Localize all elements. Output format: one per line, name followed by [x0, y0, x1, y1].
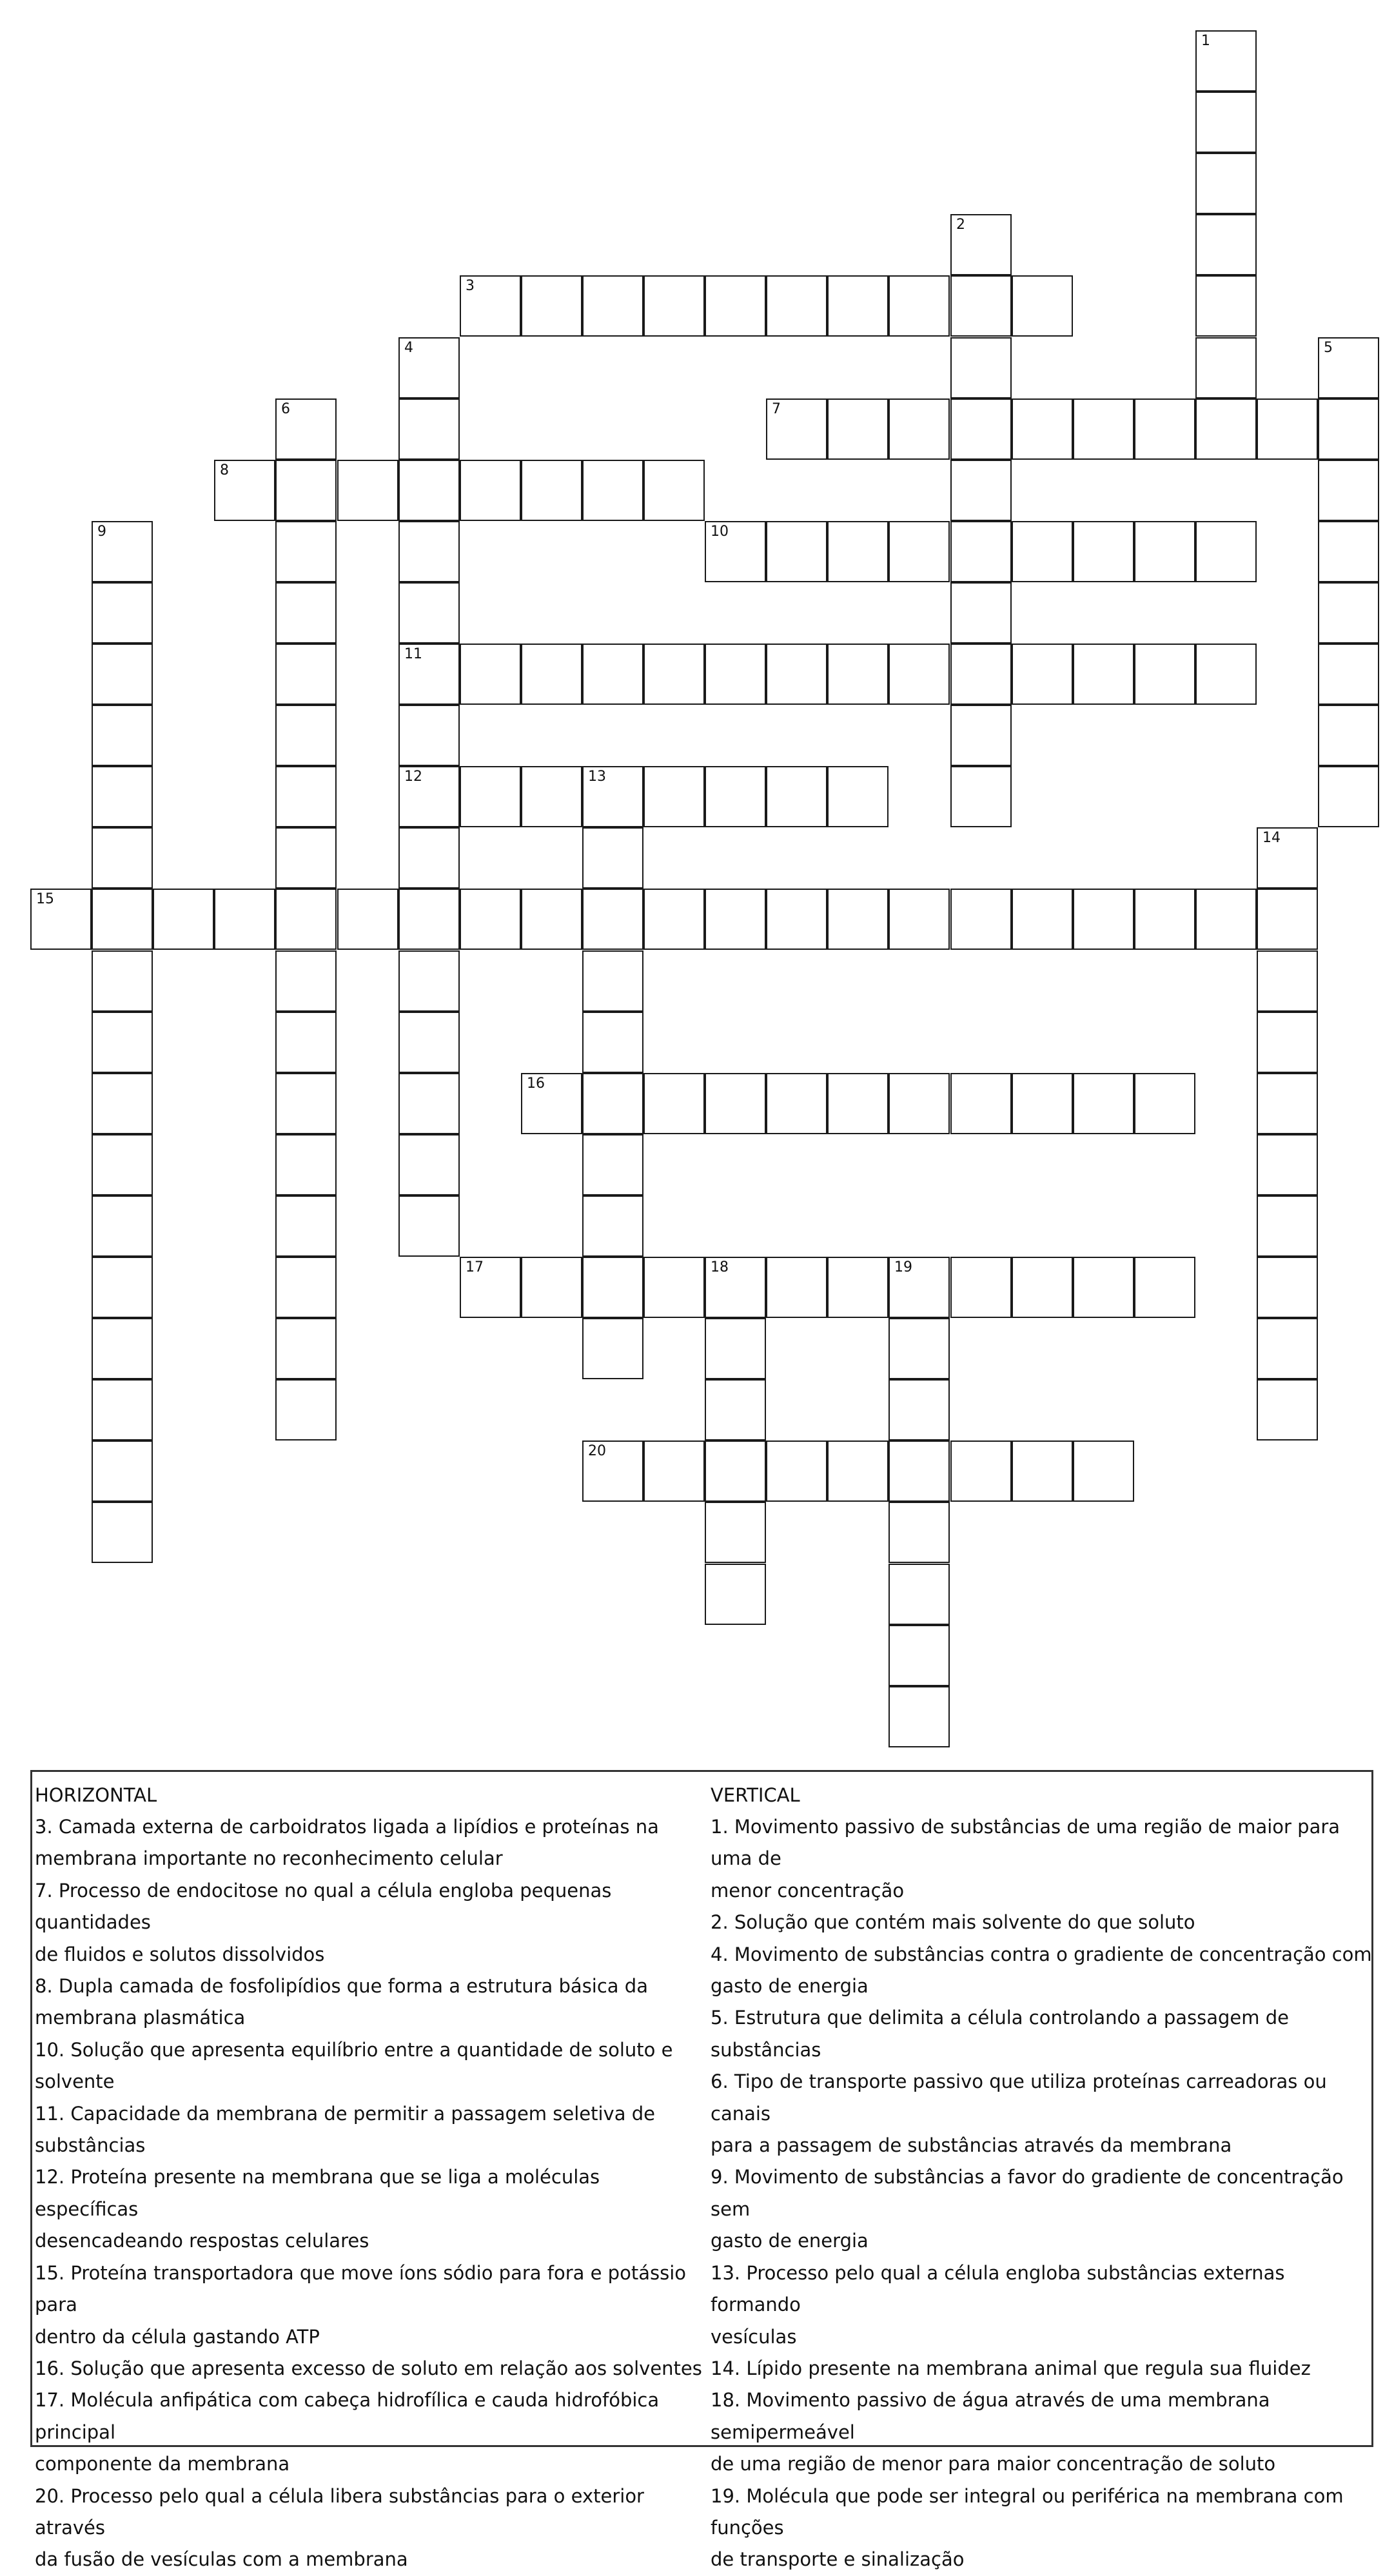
grid-cell[interactable] — [766, 889, 827, 950]
across-clue-line: 16. Solução que apresenta excesso de soluto em relação aos solventes — [35, 2357, 702, 2379]
grid-cell[interactable] — [1318, 398, 1379, 460]
grid-cell[interactable] — [92, 582, 153, 644]
grid-cell[interactable] — [1012, 521, 1073, 582]
grid-cell[interactable] — [827, 521, 888, 582]
down-clues — [711, 1780, 1378, 2576]
grid-cell[interactable] — [1134, 644, 1195, 705]
grid-cell[interactable] — [827, 1440, 888, 1502]
grid-cell[interactable] — [275, 705, 337, 766]
grid-cell[interactable] — [888, 889, 950, 950]
across-title: HORIZONTAL — [35, 1784, 157, 1806]
grid-cell[interactable] — [643, 1073, 705, 1134]
down-clue-line: 19. Molécula que pode ser integral ou periférica na membrana com funções — [711, 2484, 1344, 2539]
grid-cell[interactable] — [643, 1440, 705, 1502]
grid-cell[interactable] — [1257, 827, 1318, 889]
grid-cell[interactable] — [398, 827, 460, 889]
grid-cell[interactable] — [521, 644, 582, 705]
grid-cell[interactable] — [1134, 889, 1195, 950]
grid-cell[interactable] — [1257, 1318, 1318, 1379]
grid-cell[interactable] — [705, 1379, 766, 1440]
grid-cell[interactable] — [275, 889, 337, 950]
clue-number: 5 — [1324, 340, 1333, 356]
grid-cell[interactable] — [1073, 398, 1134, 460]
grid-cell[interactable] — [888, 1564, 950, 1625]
grid-cell[interactable] — [521, 275, 582, 337]
grid-cell[interactable] — [398, 950, 460, 1012]
grid-cell[interactable] — [521, 1073, 582, 1134]
clue-number: 1 — [1201, 33, 1210, 49]
grid-cell[interactable] — [643, 766, 705, 827]
grid-cell[interactable] — [950, 766, 1012, 827]
grid-cell[interactable] — [398, 398, 460, 460]
down-clue-line: 14. Lípido presente na membrana animal que regula sua fluidez — [711, 2357, 1311, 2379]
grid-cell[interactable] — [888, 521, 950, 582]
grid-cell[interactable] — [275, 521, 337, 582]
grid-cell[interactable] — [1257, 1073, 1318, 1134]
grid-cell[interactable] — [1257, 950, 1318, 1012]
grid-cell[interactable] — [92, 521, 153, 582]
clue-number: 19 — [894, 1259, 912, 1275]
across-clue-line: 10. Solução que apresenta equilíbrio entre a quantidade de soluto e — [35, 2038, 673, 2061]
grid-cell[interactable] — [460, 766, 521, 827]
down-clue-line: vesículas — [711, 2325, 797, 2348]
grid-cell[interactable] — [1012, 889, 1073, 950]
grid-cell[interactable] — [888, 1440, 950, 1502]
grid-cell[interactable] — [92, 1195, 153, 1257]
grid-cell[interactable] — [705, 521, 766, 582]
grid-cell[interactable] — [1073, 1257, 1134, 1318]
grid-cell[interactable] — [827, 766, 888, 827]
clues-panel — [30, 1770, 1373, 2571]
across-clue-line: 8. Dupla camada de fosfolipídios que forma a estrutura básica da — [35, 1975, 648, 1998]
down-clue-line: 5. Estrutura que delimita a célula controlando a passagem de substâncias — [711, 2007, 1289, 2061]
grid-cell[interactable] — [888, 1625, 950, 1686]
across-clue-line: 11. Capacidade da membrana de permitir a passagem seletiva de — [35, 2102, 655, 2125]
grid-cell[interactable] — [275, 950, 337, 1012]
down-clue-line: 13. Processo pelo qual a célula engloba substâncias externas formando — [711, 2261, 1285, 2316]
grid-cell[interactable] — [705, 766, 766, 827]
clue-number: 13 — [588, 769, 606, 785]
grid-cell[interactable] — [888, 644, 950, 705]
clue-number: 6 — [281, 401, 290, 417]
grid-cell[interactable] — [275, 827, 337, 889]
grid-cell[interactable] — [1318, 705, 1379, 766]
grid-cell[interactable] — [888, 1379, 950, 1440]
grid-cell[interactable] — [705, 1502, 766, 1563]
grid-cell[interactable] — [460, 275, 521, 337]
grid-cell[interactable] — [337, 889, 398, 950]
grid-cell[interactable] — [275, 1073, 337, 1134]
grid-cell[interactable] — [1257, 1134, 1318, 1195]
grid-cell[interactable] — [1073, 644, 1134, 705]
grid-cell[interactable] — [1195, 889, 1257, 950]
grid-cell[interactable] — [950, 582, 1012, 644]
grid-cell[interactable] — [643, 644, 705, 705]
grid-cell[interactable] — [582, 1134, 643, 1195]
grid-cell[interactable] — [1195, 521, 1257, 582]
grid-cell[interactable] — [766, 1073, 827, 1134]
grid-cell[interactable] — [275, 398, 337, 460]
grid-cell[interactable] — [398, 1073, 460, 1134]
grid-cell[interactable] — [460, 644, 521, 705]
grid-cell[interactable] — [1257, 1379, 1318, 1440]
grid-cell[interactable] — [398, 1134, 460, 1195]
grid-cell[interactable] — [950, 398, 1012, 460]
grid-cell[interactable] — [582, 950, 643, 1012]
grid-cell[interactable] — [92, 1440, 153, 1502]
grid-cell[interactable] — [92, 827, 153, 889]
clue-number: 11 — [404, 646, 422, 662]
grid-cell[interactable] — [275, 1195, 337, 1257]
grid-cell[interactable] — [398, 766, 460, 827]
grid-cell[interactable] — [1257, 1257, 1318, 1318]
down-clue-line: gasto de energia — [711, 2230, 869, 2252]
clue-number: 3 — [466, 278, 475, 294]
grid-cell[interactable] — [214, 460, 275, 521]
grid-cell[interactable] — [521, 766, 582, 827]
grid-cell[interactable] — [582, 1440, 643, 1502]
across-clue-line: componente da membrana — [35, 2453, 290, 2475]
grid-cell[interactable] — [92, 1257, 153, 1318]
grid-cell[interactable] — [827, 644, 888, 705]
across-clue-line: da fusão de vesículas com a membrana — [35, 2548, 408, 2571]
grid-cell[interactable] — [582, 1318, 643, 1379]
across-clue-line: 7. Processo de endocitose no qual a célula engloba pequenas quantidades — [35, 1879, 612, 1934]
grid-cell[interactable] — [92, 644, 153, 705]
grid-cell[interactable] — [888, 1686, 950, 1747]
grid-cell[interactable] — [92, 1073, 153, 1134]
grid-cell[interactable] — [1257, 889, 1318, 950]
grid-cell[interactable] — [950, 275, 1012, 337]
grid-cell[interactable] — [705, 1564, 766, 1625]
grid-cell[interactable] — [1195, 275, 1257, 337]
across-clue-line: 20. Processo pelo qual a célula libera substâncias para o exterior através — [35, 2484, 644, 2539]
down-clue-line: menor concentração — [711, 1879, 905, 1902]
grid-cell[interactable] — [1073, 889, 1134, 950]
clue-number: 4 — [404, 340, 413, 356]
grid-cell[interactable] — [705, 1257, 766, 1318]
clue-number: 12 — [404, 769, 422, 785]
grid-cell[interactable] — [1134, 521, 1195, 582]
grid-cell[interactable] — [1318, 460, 1379, 521]
grid-cell[interactable] — [30, 889, 92, 950]
grid-cell[interactable] — [582, 766, 643, 827]
grid-cell[interactable] — [92, 889, 153, 950]
across-clue-line: 12. Proteína presente na membrana que se liga a moléculas específicas — [35, 2166, 600, 2220]
across-clue-list — [35, 1811, 702, 2576]
grid-cell[interactable] — [521, 460, 582, 521]
grid-cell[interactable] — [888, 1502, 950, 1563]
clue-number: 7 — [772, 401, 781, 417]
grid-cell[interactable] — [643, 889, 705, 950]
grid-cell[interactable] — [888, 398, 950, 460]
grid-cell[interactable] — [92, 1012, 153, 1073]
grid-cell[interactable] — [950, 460, 1012, 521]
grid-cell[interactable] — [275, 460, 337, 521]
grid-cell[interactable] — [275, 1257, 337, 1318]
grid-cell[interactable] — [766, 398, 827, 460]
grid-cell[interactable] — [1012, 398, 1073, 460]
grid-cell[interactable] — [766, 766, 827, 827]
grid-cell[interactable] — [643, 1257, 705, 1318]
across-clue-line: 3. Camada externa de carboidratos ligada a lipídios e proteínas na — [35, 1816, 659, 1838]
across-clue-line: membrana plasmática — [35, 2007, 246, 2029]
grid-cell[interactable] — [92, 766, 153, 827]
down-clue-line: 1. Movimento passivo de substâncias de uma região de maior para uma de — [711, 1816, 1340, 1870]
grid-cell[interactable] — [827, 1073, 888, 1134]
grid-cell[interactable] — [1318, 337, 1379, 398]
grid-cell[interactable] — [1195, 398, 1257, 460]
grid-cell[interactable] — [92, 1379, 153, 1440]
across-clue-line: membrana importante no reconhecimento celular — [35, 1847, 503, 1870]
grid-cell[interactable] — [1195, 153, 1257, 214]
grid-cell[interactable] — [1195, 337, 1257, 398]
down-clue-line: 9. Movimento de substâncias a favor do gradiente de concentração sem — [711, 2166, 1344, 2220]
grid-cell[interactable] — [92, 705, 153, 766]
down-clue-line: 4. Movimento de substâncias contra o gradiente de concentração com — [711, 1943, 1372, 1965]
down-clue-line: de transporte e sinalização — [711, 2548, 965, 2571]
grid-cell[interactable] — [766, 1440, 827, 1502]
grid-cell[interactable] — [398, 644, 460, 705]
clue-number: 17 — [466, 1259, 484, 1275]
grid-cell[interactable] — [460, 889, 521, 950]
grid-cell[interactable] — [275, 582, 337, 644]
grid-cell[interactable] — [275, 1318, 337, 1379]
grid-cell[interactable] — [1257, 1012, 1318, 1073]
grid-cell[interactable] — [827, 275, 888, 337]
grid-cell[interactable] — [582, 827, 643, 889]
grid-cell[interactable] — [827, 1257, 888, 1318]
grid-cell[interactable] — [1195, 30, 1257, 92]
grid-cell[interactable] — [275, 1379, 337, 1440]
grid-cell[interactable] — [1318, 582, 1379, 644]
grid-cell[interactable] — [275, 1134, 337, 1195]
grid-cell[interactable] — [275, 644, 337, 705]
down-clue-line: 6. Tipo de transporte passivo que utiliza proteínas carreadoras ou canais — [711, 2070, 1327, 2125]
grid-cell[interactable] — [827, 398, 888, 460]
across-clue-line: 17. Molécula anfipática com cabeça hidrofílica e cauda hidrofóbica principal — [35, 2389, 660, 2443]
down-clue-line: gasto de energia — [711, 1975, 869, 1998]
grid-cell[interactable] — [521, 1257, 582, 1318]
grid-cell[interactable] — [582, 1012, 643, 1073]
grid-cell[interactable] — [92, 1318, 153, 1379]
across-clue-line: 15. Proteína transportadora que move íons sódio para fora e potássio para — [35, 2261, 686, 2316]
grid-cell[interactable] — [582, 644, 643, 705]
across-clue-line: solvente — [35, 2070, 115, 2093]
grid-cell[interactable] — [766, 275, 827, 337]
grid-cell[interactable] — [582, 460, 643, 521]
grid-cell[interactable] — [398, 1012, 460, 1073]
down-clue-line: de uma região de menor para maior concentração de soluto — [711, 2453, 1276, 2475]
grid-cell[interactable] — [1073, 521, 1134, 582]
grid-cell[interactable] — [1012, 644, 1073, 705]
grid-cell[interactable] — [1134, 1073, 1195, 1134]
grid-cell[interactable] — [398, 460, 460, 521]
grid-cell[interactable] — [1073, 1440, 1134, 1502]
grid-cell[interactable] — [950, 1257, 1012, 1318]
grid-cell[interactable] — [1195, 214, 1257, 275]
down-title: VERTICAL — [711, 1784, 800, 1806]
grid-cell[interactable] — [398, 1195, 460, 1257]
grid-cell[interactable] — [460, 1257, 521, 1318]
grid-cell[interactable] — [582, 889, 643, 950]
grid-cell[interactable] — [398, 521, 460, 582]
grid-cell[interactable] — [888, 1257, 950, 1318]
down-clue-line: 18. Movimento passivo de água através de uma membrana semipermeável — [711, 2389, 1270, 2443]
grid-cell[interactable] — [766, 644, 827, 705]
grid-cell[interactable] — [337, 460, 398, 521]
grid-cell[interactable] — [705, 889, 766, 950]
grid-cell[interactable] — [705, 1318, 766, 1379]
grid-cell[interactable] — [1318, 644, 1379, 705]
grid-cell[interactable] — [460, 460, 521, 521]
grid-cell[interactable] — [1257, 398, 1318, 460]
clue-number: 9 — [97, 524, 106, 540]
grid-cell[interactable] — [582, 1257, 643, 1318]
grid-cell[interactable] — [888, 1318, 950, 1379]
grid-cell[interactable] — [1134, 398, 1195, 460]
grid-cell[interactable] — [398, 337, 460, 398]
grid-cell[interactable] — [582, 1073, 643, 1134]
grid-cell[interactable] — [92, 1502, 153, 1563]
grid-cell[interactable] — [950, 889, 1012, 950]
grid-cell[interactable] — [1012, 1073, 1073, 1134]
grid-cell[interactable] — [888, 1073, 950, 1134]
grid-cell[interactable] — [950, 1073, 1012, 1134]
down-clue-list — [711, 1811, 1378, 2576]
grid-cell[interactable] — [1195, 644, 1257, 705]
grid-cell[interactable] — [766, 521, 827, 582]
grid-cell[interactable] — [582, 1195, 643, 1257]
grid-cell[interactable] — [1318, 521, 1379, 582]
grid-cell[interactable] — [705, 1073, 766, 1134]
grid-cell[interactable] — [398, 889, 460, 950]
across-clue-line: dentro da célula gastando ATP — [35, 2325, 320, 2348]
grid-cell[interactable] — [705, 644, 766, 705]
clue-number: 18 — [711, 1259, 729, 1275]
grid-cell[interactable] — [1073, 1073, 1134, 1134]
grid-cell[interactable] — [398, 582, 460, 644]
clue-number: 20 — [588, 1443, 606, 1459]
grid-cell[interactable] — [643, 460, 705, 521]
grid-cell[interactable] — [1012, 275, 1073, 337]
clue-number: 14 — [1262, 830, 1281, 846]
down-clue-line: para a passagem de substâncias através da membrana — [711, 2134, 1232, 2157]
grid-cell[interactable] — [1012, 1440, 1073, 1502]
across-clue-line: desencadeando respostas celulares — [35, 2230, 369, 2252]
grid-cell[interactable] — [950, 1440, 1012, 1502]
grid-cell[interactable] — [643, 275, 705, 337]
across-clue-line: substâncias — [35, 2134, 146, 2157]
grid-cell[interactable] — [950, 705, 1012, 766]
grid-cell[interactable] — [1134, 1257, 1195, 1318]
clue-number: 16 — [527, 1076, 545, 1092]
grid-cell[interactable] — [888, 275, 950, 337]
clue-number: 2 — [956, 217, 965, 233]
grid-cell[interactable] — [1257, 1195, 1318, 1257]
grid-cell[interactable] — [950, 337, 1012, 398]
grid-cell[interactable] — [398, 705, 460, 766]
grid-cell[interactable] — [705, 1440, 766, 1502]
grid-cell[interactable] — [214, 889, 275, 950]
grid-cell[interactable] — [1318, 766, 1379, 827]
grid-cell[interactable] — [950, 521, 1012, 582]
clue-number: 8 — [220, 462, 229, 478]
grid-cell[interactable] — [582, 275, 643, 337]
clue-number: 10 — [711, 524, 729, 540]
clue-number: 15 — [36, 891, 54, 907]
grid-cell[interactable] — [1195, 92, 1257, 153]
across-clue-line: de fluidos e solutos dissolvidos — [35, 1943, 325, 1965]
grid-cell[interactable] — [92, 1134, 153, 1195]
grid-cell[interactable] — [521, 889, 582, 950]
grid-cell[interactable] — [92, 950, 153, 1012]
grid-cell[interactable] — [950, 214, 1012, 275]
across-clues — [35, 1780, 702, 2576]
grid-cell[interactable] — [705, 275, 766, 337]
grid-cell[interactable] — [275, 766, 337, 827]
grid-cell[interactable] — [950, 644, 1012, 705]
grid-cell[interactable] — [275, 1012, 337, 1073]
grid-cell[interactable] — [1012, 1257, 1073, 1318]
grid-cell[interactable] — [153, 889, 214, 950]
grid-cell[interactable] — [827, 889, 888, 950]
grid-cell[interactable] — [766, 1257, 827, 1318]
down-clue-line: 2. Solução que contém mais solvente do que soluto — [711, 1911, 1195, 1934]
